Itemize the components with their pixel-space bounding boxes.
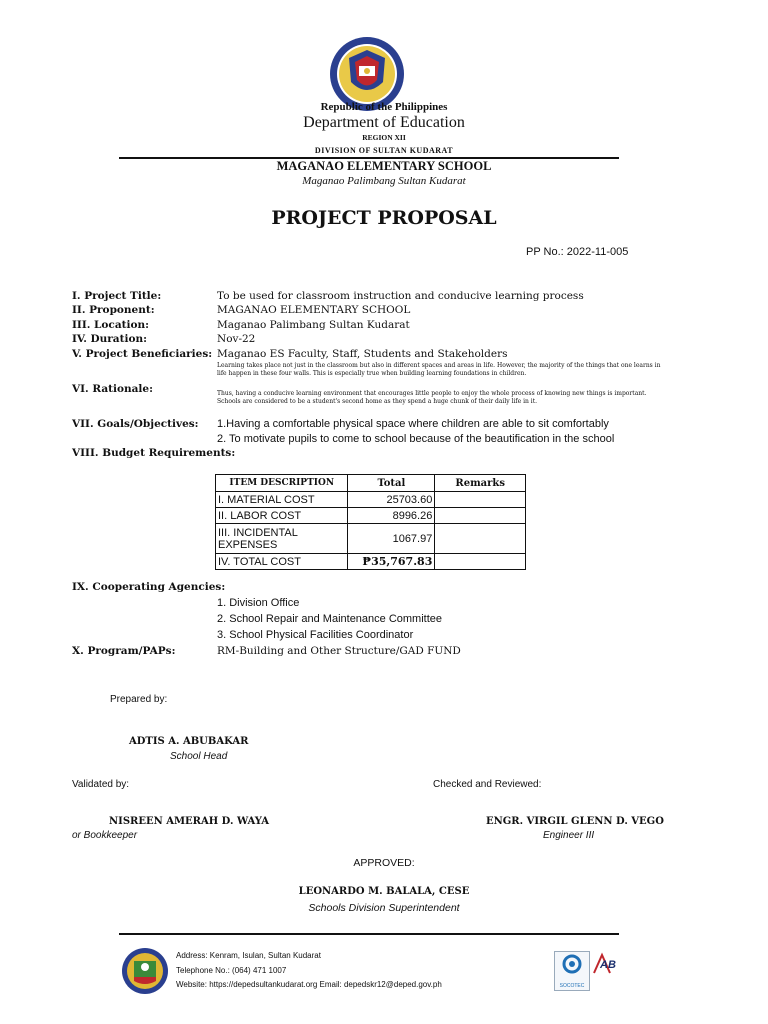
table-row (216, 524, 526, 554)
agency-item-2: 2. School Repair and Maintenance Committee (217, 613, 443, 625)
footer-rule (119, 933, 619, 935)
checker-title: Engineer III (543, 830, 595, 841)
division-logo (121, 947, 169, 995)
republic-text: Republic of the Philippines (320, 101, 448, 113)
budget-item: IV. TOTAL COST (216, 554, 348, 570)
department-text: Department of Education (303, 114, 465, 131)
location-label: III. Location: (72, 319, 149, 331)
pp-number: PP No.: 2022-11-005 (526, 246, 629, 258)
beneficiaries-label: V. Project Beneficiaries: (72, 348, 213, 360)
page-title: PROJECT PROPOSAL (271, 207, 497, 229)
budget-item: II. LABOR COST (216, 508, 348, 524)
budget-item: III. INCIDENTAL EXPENSES (216, 524, 348, 554)
socotec-text: SOCOTEC (559, 983, 585, 989)
footer-telephone: Telephone No.: (064) 471 1007 (176, 966, 287, 975)
project-title-value: To be used for classroom instruction and conducive learning process (217, 290, 584, 302)
budget-remarks (435, 492, 526, 508)
approved-label: APPROVED: (353, 857, 415, 869)
agency-item-3: 3. School Physical Facilities Coordinator (217, 629, 414, 641)
table-row (216, 508, 526, 524)
proponent-value: MAGANAO ELEMENTARY SCHOOL (217, 304, 411, 316)
cooperating-label: IX. Cooperating Agencies: (72, 581, 226, 593)
validator-title: or Bookkeeper (72, 830, 138, 841)
goal-item-1: 1.Having a comfortable physical space where children are able to sit comfortably (217, 418, 609, 430)
ab-cert-badge (590, 951, 620, 989)
budget-header-total: Total (348, 475, 435, 492)
approver-title: Schools Division Superintendent (308, 902, 460, 914)
budget-header-row (216, 475, 526, 492)
budget-remarks (435, 508, 526, 524)
paps-label: X. Program/PAPs: (72, 645, 176, 657)
location-value: Maganao Palimbang Sultan Kudarat (217, 319, 410, 331)
budget-total: 25703.60 (348, 492, 435, 508)
ab-text: AB (600, 959, 616, 971)
goal-item-2: 2. To motivate pupils to come to school because of the beautification in the school (217, 433, 615, 445)
goals-label: VII. Goals/Objectives: (72, 418, 199, 430)
duration-value: Nov-22 (217, 333, 256, 345)
budget-header-remarks: Remarks (435, 475, 526, 492)
paps-value: RM-Building and Other Structure/GAD FUND (217, 645, 461, 657)
table-row (216, 492, 526, 508)
validator-name: NISREEN AMERAH D. WAYA (109, 816, 270, 827)
project-title-label: I. Project Title: (72, 290, 162, 302)
preparer-title: School Head (170, 751, 228, 762)
rationale-paragraph-2: Thus, having a conducive learning environment that encourages little people to enjoy the whole process of knowing new things is important. Schools are considered to be a student's second home as they spend a huge chunk of their daily life in it. (217, 390, 647, 405)
beneficiaries-value: Maganao ES Faculty, Staff, Students and Stakeholders (217, 348, 508, 360)
budget-remarks (435, 524, 526, 554)
budget-remarks (435, 554, 526, 570)
agency-item-1: 1. Division Office (217, 597, 300, 609)
budget-table (215, 474, 526, 570)
table-row (216, 554, 526, 570)
duration-label: IV. Duration: (72, 333, 147, 345)
approver-name: LEONARDO M. BALALA, CESE (298, 886, 470, 897)
budget-header-item: ITEM DESCRIPTION (216, 475, 348, 492)
budget-label: VIII. Budget Requirements: (72, 447, 236, 459)
prepared-by-label: Prepared by: (110, 694, 168, 705)
budget-total: 8996.26 (348, 508, 435, 524)
rationale-paragraph-1: Learning takes place not just in the classroom but also in different spaces and areas in life. However, the majority of the things that one learns in life happen in these four walls. This is especially true when building learning foundations in children. (217, 362, 661, 377)
budget-total: 1067.97 (348, 524, 435, 554)
validated-by-label: Validated by: (72, 779, 130, 790)
footer-website: Website: https://depedsultankudarat.org Email: depedskr12@deped.gov.ph (176, 980, 442, 989)
school-address: Maganao Palimbang Sultan Kudarat (302, 175, 466, 187)
region-text: REGION XII (362, 133, 406, 142)
preparer-name: ADTIS A. ABUBAKAR (129, 736, 249, 747)
division-text: DIVISION OF SULTAN KUDARAT (314, 146, 454, 155)
budget-item: I. MATERIAL COST (216, 492, 348, 508)
budget-total: ₱35,767.83 (348, 554, 435, 570)
rationale-label: VI. Rationale: (72, 383, 153, 395)
checked-by-label: Checked and Reviewed: (433, 779, 542, 790)
school-name: MAGANAO ELEMENTARY SCHOOL (276, 159, 492, 173)
footer-address: Address: Kenram, Isulan, Sultan Kudarat (176, 951, 321, 960)
socotec-cert-badge (554, 951, 590, 991)
proponent-label: II. Proponent: (72, 304, 155, 316)
checker-name: ENGR. VIRGIL GLENN D. VEGO (486, 816, 664, 827)
